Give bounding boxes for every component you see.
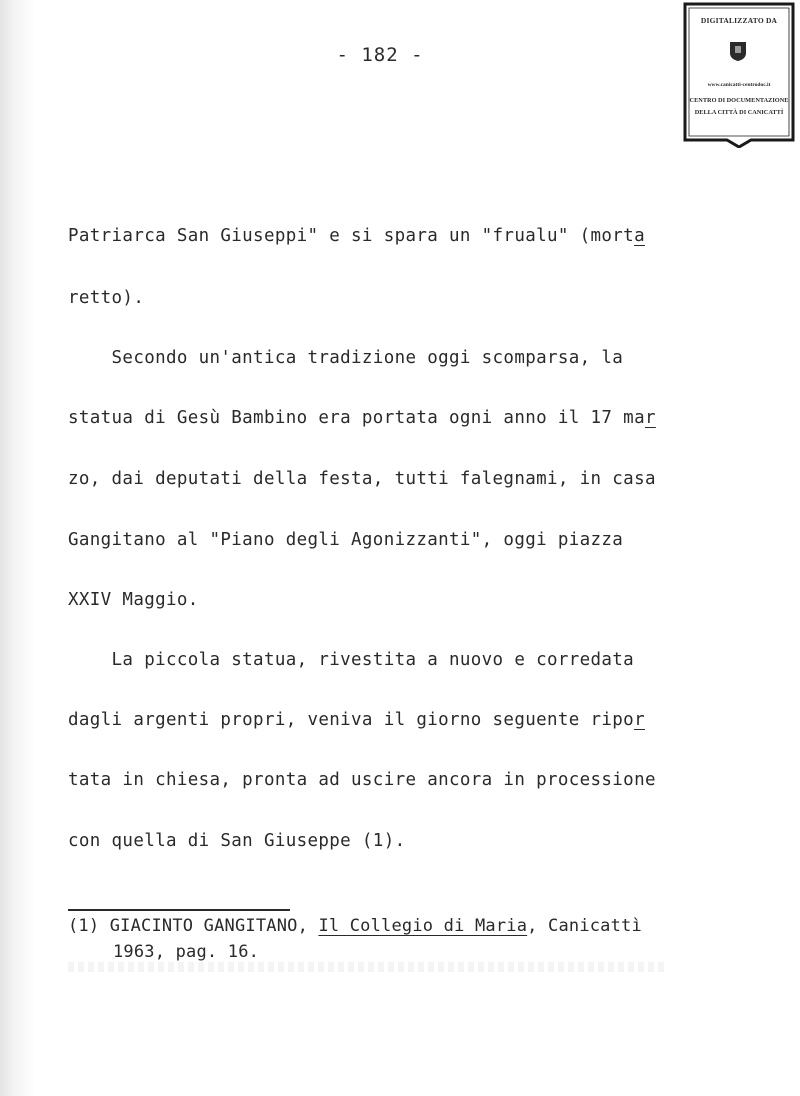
stamp-title: DIGITALIZZATO DA: [700, 16, 778, 25]
text-line: Gangitano al "Piano degli Agonizzanti", oggi piazza: [68, 530, 624, 550]
scan-shadow: [0, 0, 36, 1096]
text-line: con quella di San Giuseppe (1).: [68, 831, 406, 851]
text-line: retto).: [68, 288, 145, 308]
text-line: zo, dai deputati della festa, tutti falegnami, in casa: [68, 469, 656, 489]
text-line: tata in chiesa, pronta ad uscire ancora in processione: [68, 770, 656, 790]
coat-of-arms-icon: [729, 40, 747, 62]
text-line: statua di Gesù Bambino era portata ogni anno il 17 mar: [68, 408, 656, 428]
bleed-through-text: [68, 962, 668, 972]
stamp-org-line1: CENTRO DI DOCUMENTAZIONE: [689, 97, 789, 104]
text-line: Patriarca San Giuseppi" e si spara un "frualu" (morta: [68, 226, 645, 246]
page-number: - 182 -: [336, 44, 424, 66]
text-line: XXIV Maggio.: [68, 590, 199, 610]
footnote-line: [68, 916, 642, 936]
stamp-url: www.canicatti-centrodoc.it: [707, 82, 771, 88]
digitization-stamp: [683, 2, 795, 148]
footnote-author: (1) GIACINTO GANGITANO,: [68, 916, 319, 936]
footnote-divider: [68, 909, 290, 911]
footnote-place: , Canicattì: [527, 916, 642, 936]
text-line: Secondo un'antica tradizione oggi scomparsa, la: [68, 348, 624, 368]
text-line: La piccola statua, rivestita a nuovo e corredata: [68, 650, 635, 670]
text-line: dagli argenti propri, veniva il giorno seguente ripor: [68, 710, 645, 730]
stamp-org-line2: DELLA CITTÀ DI CANICATTÌ: [694, 109, 784, 116]
footnote-book-title: Il Collegio di Maria: [318, 916, 528, 936]
footnote-line: 1963, pag. 16.: [113, 942, 260, 962]
